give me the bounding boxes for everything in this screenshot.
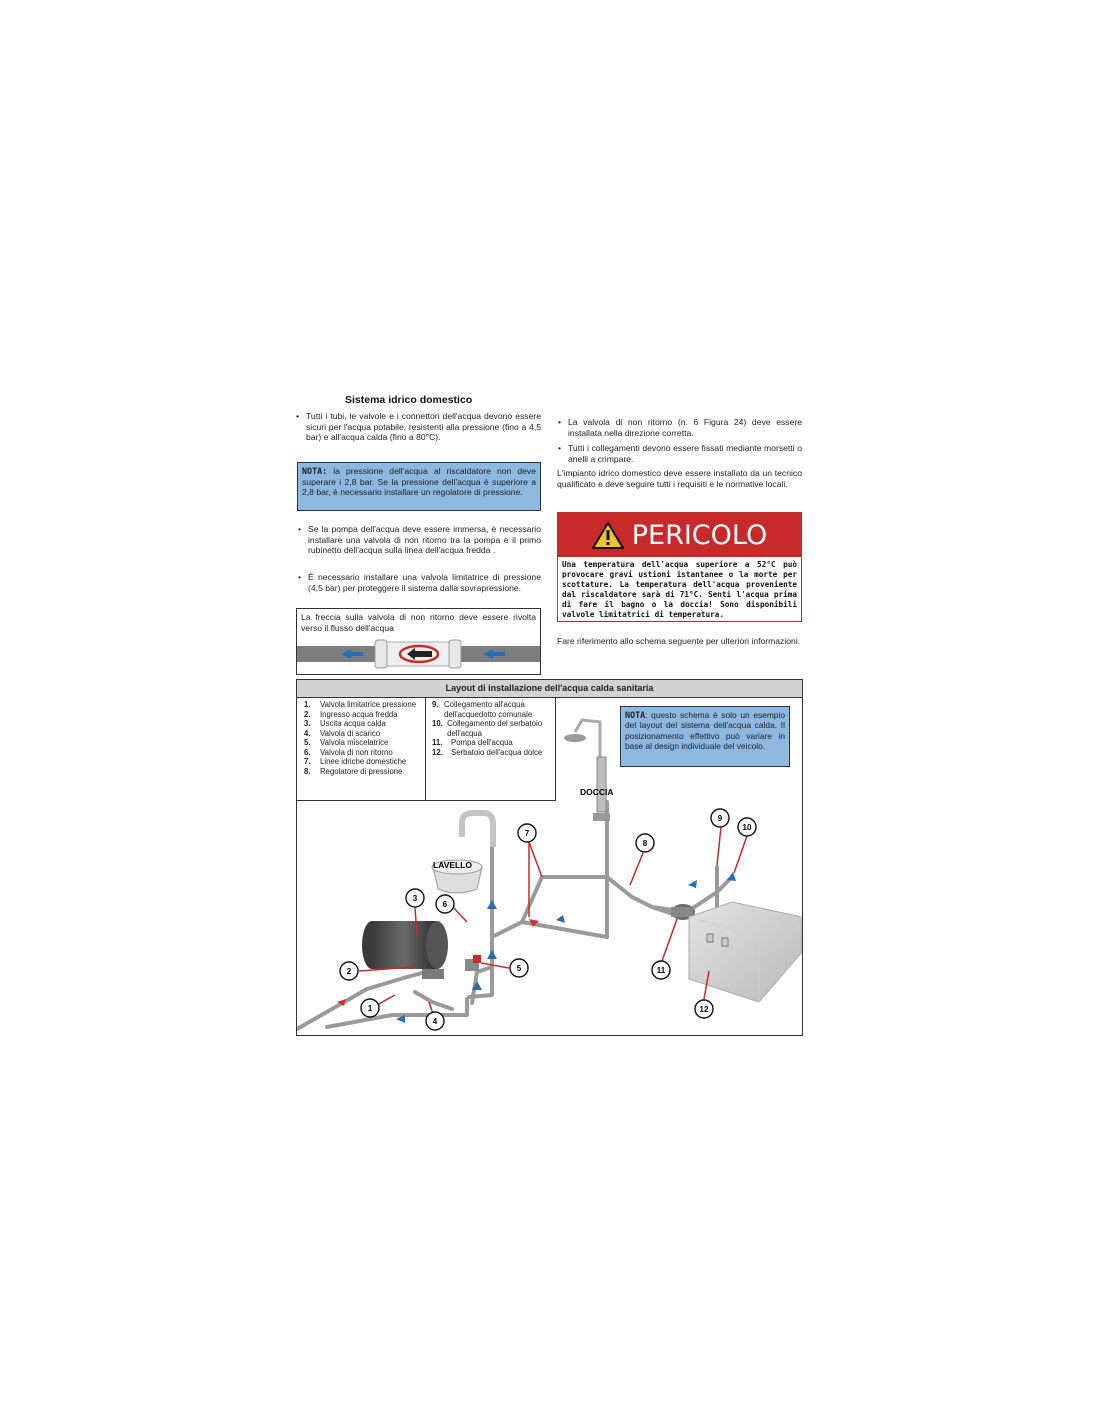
bullet-pipes <box>296 411 541 443</box>
svg-text:7: 7 <box>524 829 530 838</box>
faucet <box>462 813 493 847</box>
bullet-dot: • <box>298 572 302 582</box>
legend-text: Valvola miscelatrice <box>320 738 389 747</box>
legend-text: Valvola di non ritorno <box>320 747 393 757</box>
legend-number: 10. <box>432 719 443 728</box>
svg-text:2: 2 <box>346 967 352 976</box>
legend-number: 3. <box>304 719 311 728</box>
legend-text: Serbatoio dell'acqua dolce <box>451 747 543 757</box>
legend-text: Collegamento del serbatoio dell'acqua <box>447 719 543 738</box>
legend-number: 1. <box>304 700 311 709</box>
bullet-check-valve-text: La valvola di non ritorno (n. 6 Figura 24) deve essere installata nella direzione corretta. <box>568 417 802 438</box>
svg-text:4: 4 <box>432 1017 438 1026</box>
check-valve-figure <box>296 608 541 675</box>
legend-text: Linee idriche domestiche <box>320 757 407 766</box>
danger-title: PERICOLO <box>631 519 768 551</box>
legend-number: 11. <box>432 738 443 747</box>
callout-11 <box>652 961 670 979</box>
bullet-connections <box>558 443 802 464</box>
bullet-check-valve <box>558 417 802 438</box>
danger-header <box>558 513 801 557</box>
warning-triangle-icon <box>592 521 624 549</box>
shower-head-icon <box>564 734 586 742</box>
svg-text:10: 10 <box>742 823 752 832</box>
svg-text:9: 9 <box>717 814 723 823</box>
svg-text:8: 8 <box>642 839 648 848</box>
callout-3 <box>406 889 424 907</box>
bullet-dot: • <box>296 411 300 421</box>
bullet-connections-text: Tutti i collegamenti devono essere fissati mediante morsetti o anelli a crimpare. <box>568 443 802 464</box>
shower-bar <box>597 757 606 812</box>
legend-text: Ingresso acqua fredda <box>320 709 398 719</box>
svg-text:6: 6 <box>442 900 448 909</box>
bullet-relief <box>298 572 541 593</box>
legend-text: Regolatore di pressione <box>320 766 403 776</box>
diagram-nota-label: NOTA <box>625 710 646 720</box>
bullet-pump <box>298 524 541 556</box>
legend-text: Uscita acqua calda <box>320 719 386 728</box>
label-doccia: DOCCIA <box>580 787 614 797</box>
valve-caption: La freccia sulla valvola di non ritorno deve essere rivolta verso il flusso dell'acqua <box>301 612 536 633</box>
callout-7 <box>518 824 536 842</box>
valve-nut-right <box>449 640 461 668</box>
nota-text: la pressione dell'acqua al riscaldatore non deve superare i 2,8 bar. Se la pressione dell'acqua è superiore a 2,8 bar, è necessario installare un regolatore di pressione. <box>302 466 536 498</box>
reference-paragraph: Fare riferimento allo schema seguente per ulteriori informazioni. <box>557 636 801 646</box>
section-title: Sistema idrico domestico <box>345 394 473 406</box>
legend-number: 8. <box>304 766 311 776</box>
nota-label: NOTA: <box>302 466 328 476</box>
svg-text:12: 12 <box>699 1005 709 1014</box>
danger-box <box>557 512 802 622</box>
bullet-dot: • <box>558 417 562 427</box>
danger-text: Una temperatura dell'acqua superiore a 52°C può provocare gravi ustioni istantanee o la morte per scottature. La temperatura dell'acqua proveniente dal riscaldatore sarà di 71°C. Senti l'acqua prima di fare il bagno o la doccia! Sono disponibili valvole limitatrici di temperatura. <box>562 560 797 619</box>
callout-12 <box>695 1000 713 1018</box>
svg-text:3: 3 <box>412 894 418 903</box>
mixing-valve <box>465 955 481 971</box>
callout-1 <box>361 999 379 1017</box>
bullet-pump-text: Se la pompa dell'acqua deve essere immersa, è necessario installare una valvola di non ritorno tra la pompa e il primo rubinetto dell'acqua sulla linea dell'acqua fredda . <box>308 524 541 556</box>
svg-text:5: 5 <box>516 964 522 973</box>
svg-text:11: 11 <box>656 966 666 975</box>
bullet-pipes-text: Tutti i tubi, le valvole e i connettori dell'acqua devono essere sicuri per l'acqua potabile, resistenti alla pressione (fino a 4,5 bar) e all'acqua calda (fino a 80°C). <box>306 411 541 443</box>
legend-number: 9. <box>432 700 439 709</box>
shower-mixer <box>593 813 610 821</box>
label-lavello: LAVELLO <box>433 860 473 870</box>
valve-nut-left <box>375 640 387 668</box>
callout-6 <box>436 895 454 913</box>
legend-number: 7. <box>304 757 311 766</box>
callout-9 <box>711 809 729 827</box>
diagram-title: Layout di installazione dell'acqua calda sanitaria <box>297 680 802 698</box>
callout-4 <box>426 1012 444 1030</box>
bullet-dot: • <box>558 443 562 453</box>
legend-number: 2. <box>304 709 311 719</box>
bullet-relief-text: È necessario installare una valvola limitatrice di pressione (4,5 bar) per proteggere il sistema dalla sovrapressione. <box>308 572 541 593</box>
install-paragraph: L'impianto idrico domestico deve essere installato da un tecnico qualificato e deve seguire tutti i requisiti e le normative locali. <box>557 468 802 489</box>
svg-text:1: 1 <box>367 1004 373 1013</box>
callout-2 <box>340 962 358 980</box>
shower <box>564 720 614 821</box>
legend-text: Collegamento all'acqua dell'acquedotto comunale <box>443 700 533 719</box>
plumbing-diagram <box>297 697 802 1035</box>
legend-number: 6. <box>304 747 311 757</box>
callout-10 <box>738 818 756 836</box>
legend-text: Pompa dell'acqua <box>451 738 513 747</box>
legend-number: 12. <box>432 747 443 757</box>
sink <box>432 813 493 893</box>
diagram-nota-text: : questo schema è solo un esempio del layout del sistema dell'acqua calda. Il posizionamento effettivo può variare in base al design individuale del veicolo. <box>625 710 785 752</box>
callout-5 <box>510 959 528 977</box>
bullet-dot: • <box>298 524 302 534</box>
legend-text: Valvola limitatrice pressione <box>320 700 417 709</box>
nota-pressure-box <box>297 462 541 511</box>
callout-8 <box>636 834 654 852</box>
check-valve-illustration <box>297 636 540 674</box>
legend-number: 5. <box>304 738 311 747</box>
legend-text: Valvola di scarico <box>320 728 381 738</box>
legend-number: 4. <box>304 728 311 738</box>
pipes <box>297 802 732 1029</box>
